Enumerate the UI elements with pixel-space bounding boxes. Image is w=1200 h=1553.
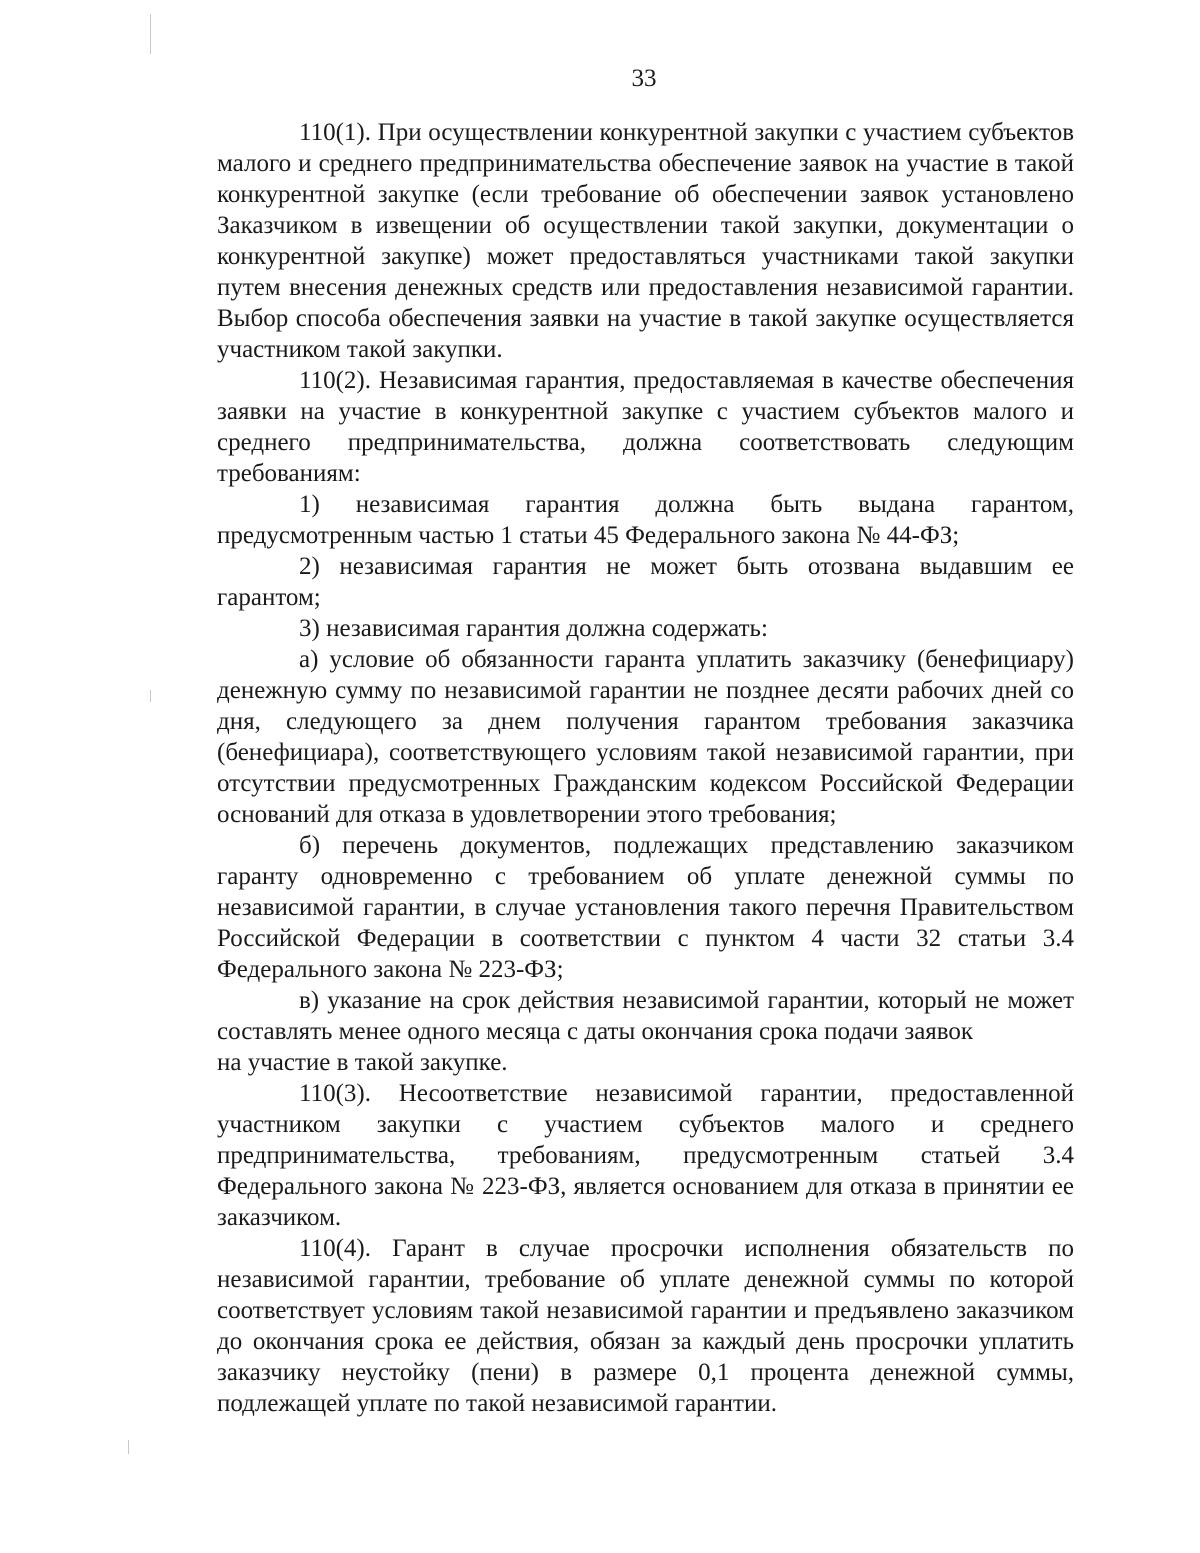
- page-number: 33: [631, 65, 657, 92]
- paragraph-110-3: 110(3). Несоответствие независимой гарантии, предоставленной участником закупки с участием субъектов малого и среднего предпринимательства, требованиям, предусмотренным статьей 3.4 Федерального закона № 223-ФЗ, является основанием для отказа в принятии ее заказчиком.: [217, 1080, 1074, 1231]
- document-body: [217, 117, 1074, 1419]
- sub-item-v-continuation: на участие в такой закупке.: [217, 1049, 508, 1076]
- paragraph-110-2: 110(2). Независимая гарантия, предоставляемая в качестве обеспечения заявки на участие в конкурентной закупке с участием субъектов малого и среднего предпринимательства, должна соответствовать следующим требованиям:: [217, 367, 1074, 487]
- paragraph-110-1: 110(1). При осуществлении конкурентной закупки с участием субъектов малого и среднего предпринимательства обеспечение заявок на участие в такой конкурентной закупке (если требование об обеспечении заявок установлено Заказчиком в извещении об осуществлении такой закупки, документации о конкурентной закупке) может предоставляться участниками такой закупки путем внесения денежных средств или предоставления независимой гарантии. Выбор способа обеспечения заявки на участие в такой закупке осуществляется участником такой закупки.: [217, 119, 1074, 363]
- list-item-1: 1) независимая гарантия должна быть выдана гарантом, предусмотренным частью 1 статьи 45 Федерального закона № 44-ФЗ;: [217, 491, 1074, 549]
- scan-artifact-mark: [128, 1440, 129, 1454]
- scan-artifact-mark: [150, 690, 151, 702]
- sub-item-b: б) перечень документов, подлежащих представлению заказчиком гаранту одновременно с требованием об уплате денежной суммы по независимой гарантии, в случае установления такого перечня Правительством Российской Федерации в соответствии с пунктом 4 части 32 статьи 3.4 Федерального закона № 223-ФЗ;: [217, 832, 1074, 983]
- paragraph-110-4: 110(4). Гарант в случае просрочки исполнения обязательств по независимой гарантии, требование об уплате денежной суммы по которой соответствует условиям такой независимой гарантии и предъявлено заказчиком до окончания срока ее действия, обязан за каждый день просрочки уплатить заказчику неустойку (пени) в размере 0,1 процента денежной суммы, подлежащей уплате по такой независимой гарантии.: [217, 1235, 1074, 1417]
- sub-item-v: в) указание на срок действия независимой гарантии, который не может составлять менее одного месяца с даты окончания срока подачи заявок: [217, 987, 1074, 1045]
- list-item-2: 2) независимая гарантия не может быть отозвана выдавшим ее гарантом;: [217, 553, 1074, 611]
- scan-artifact-mark: [150, 14, 151, 54]
- list-item-3: 3) независимая гарантия должна содержать:: [299, 615, 768, 642]
- sub-item-a: а) условие об обязанности гаранта уплатить заказчику (бенефициару) денежную сумму по независимой гарантии не позднее десяти рабочих дней со дня, следующего за днем получения гарантом требования заказчика (бенефициара), соответствующего условиям такой независимой гарантии, при отсутствии предусмотренных Гражданским кодексом Российской Федерации оснований для отказа в удовлетворении этого требования;: [217, 646, 1074, 828]
